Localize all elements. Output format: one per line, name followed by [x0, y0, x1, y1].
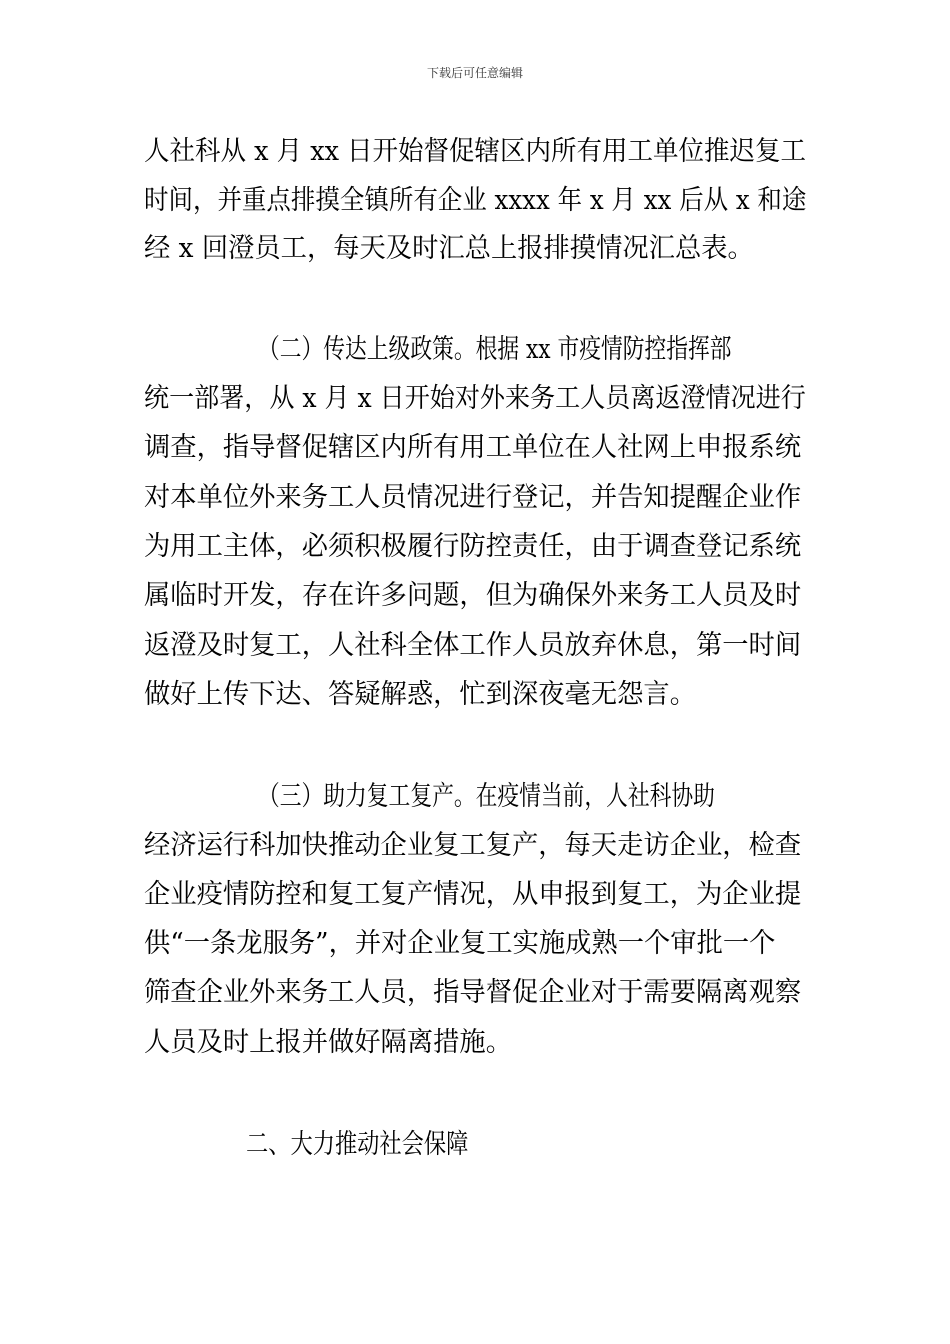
section-heading: 二、大力推动社会保障	[246, 1129, 469, 1160]
text-line: 属临时开发，存在许多问题，但为确保外来务工人员及时	[144, 580, 802, 611]
text-line: 做好上传下达、答疑解惑，忙到深夜毫无怨言。	[144, 679, 696, 710]
text-line: 人员及时上报并做好隔离措施。	[144, 1027, 512, 1058]
text-line: 经 x 回澄员工，每天及时汇总上报排摸情况汇总表。	[144, 233, 754, 264]
text-line: 人社科从 x 月 xx 日开始督促辖区内所有用工单位推迟复工	[144, 136, 807, 167]
text-line: 返澄及时复工，人社科全体工作人员放弃休息，第一时间	[144, 630, 802, 661]
text-line: 对本单位外来务工人员情况进行登记，并告知提醒企业作	[144, 482, 802, 513]
text-line: 供“一条龙服务”，并对企业复工实施成熟一个审批一个	[144, 928, 776, 959]
text-line: 统一部署，从 x 月 x 日开始对外来务工人员离返澄情况进行	[144, 383, 806, 414]
text-line: （二）传达上级政策。根据 xx 市疫情防控指挥部	[258, 334, 732, 365]
text-line: 经济运行科加快推动企业复工复产，每天走访企业，检查	[144, 830, 802, 861]
text-line: （三）助力复工复产。在疫情当前，人社科协助	[258, 781, 715, 812]
text-line: 调查，指导督促辖区内所有用工单位在人社网上申报系统	[144, 432, 802, 463]
page-header: 下载后可任意编辑	[426, 66, 523, 80]
text-line: 时间，并重点排摸全镇所有企业 xxxx 年 x 月 xx 后从 x 和途	[144, 185, 807, 216]
text-line: 企业疫情防控和复工复产情况，从申报到复工，为企业提	[144, 879, 802, 910]
text-line: 为用工主体，必须积极履行防控责任，由于调查登记系统	[144, 531, 802, 562]
text-line: 筛查企业外来务工人员，指导督促企业对于需要隔离观察	[144, 977, 802, 1008]
